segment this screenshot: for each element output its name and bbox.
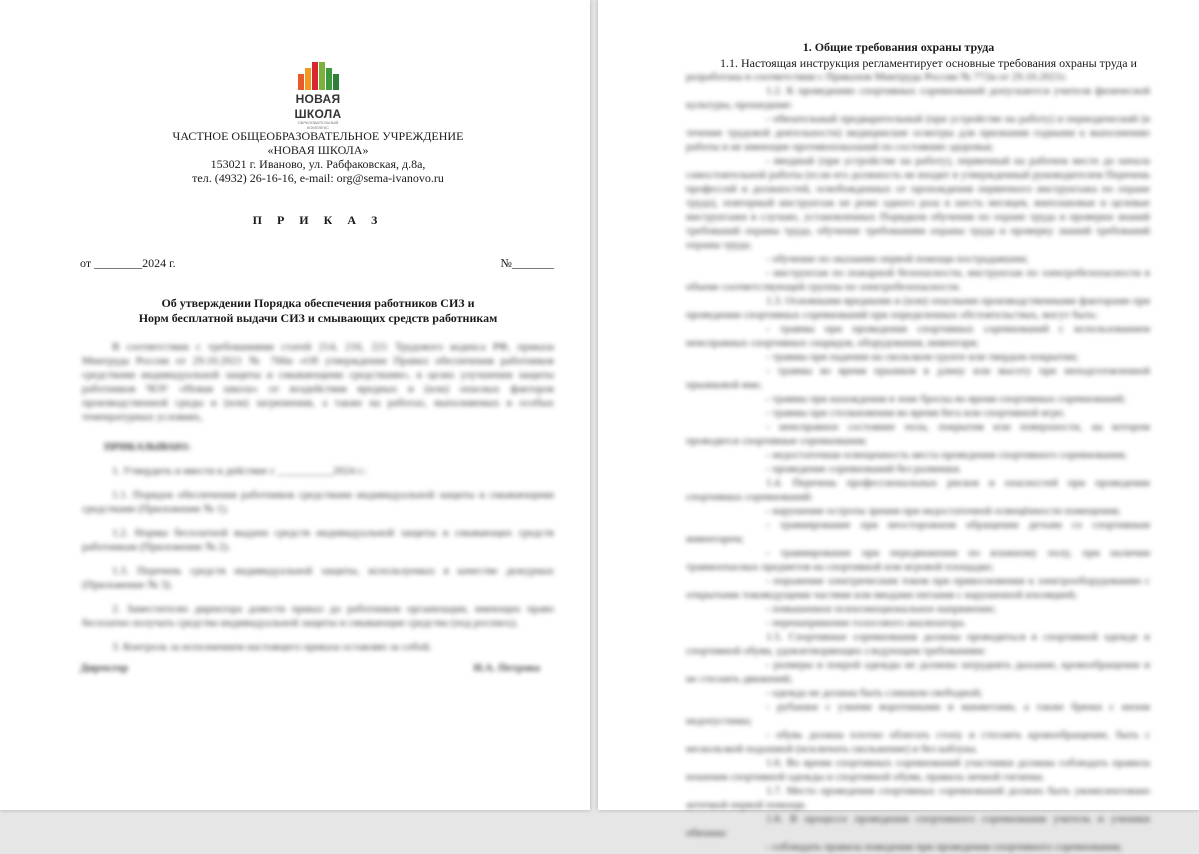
instruction-paragraph: - травмы при падении на скользком грунте или твердом покрытии; bbox=[766, 351, 1079, 363]
section-title: 1. Общие требования охраны труда bbox=[802, 40, 995, 54]
order-item-3: 3. Контроль за исполнением настоящего приказа оставляю за собой. bbox=[112, 641, 432, 653]
instruction-paragraph: - повышенное психоэмоциональное напряжение; bbox=[766, 603, 997, 615]
instruction-paragraph: 1.3. Основными вредными и (или) опасными производственными факторами при проведении спортивных соревнований при определенных обстоятельствах, могут быть: bbox=[686, 295, 1150, 321]
document-page-left bbox=[0, 0, 590, 810]
instruction-paragraph: 1.6. Во время спортивных соревнований участники должны соблюдать правила ношения спортивной одежды и спортивной обуви, правила личной гигиены. bbox=[686, 757, 1150, 783]
instruction-paragraph: - проведение соревнований без разминки. bbox=[766, 463, 962, 475]
instruction-paragraph: - обучение по оказанию первой помощи пострадавшим; bbox=[766, 253, 1029, 265]
order-date: от ________2024 г. bbox=[80, 256, 176, 270]
section-first-line bbox=[686, 56, 1150, 70]
order-item-1-1: 1.1. Порядок обеспечения работников средствами индивидуальной защиты и смывающими средствами (Приложение № 1). bbox=[82, 489, 554, 515]
instruction-paragraph: - вводный (при устройстве на работу), первичный на рабочем месте до начала самостоятельной работы (если его должность не входит в утвержденный руководителем Перечень профессий и должностей, освобожденных от прохождения первичного инструктажа по охране труда), повторный инструктаж не реже одного раза в шесть месяцев, внеплановые и целевые инструктажи в случаях, установленных Порядком обучения по охране труда и проверки знаний требований охраны труда, обучение требованиям охраны труда и проверку знаний требований охраны труда; bbox=[686, 155, 1150, 251]
order-number: №_______ bbox=[500, 256, 554, 270]
org-contacts: тел. (4932) 26-16-16, e-mail: org@sema-ivanovo.ru bbox=[192, 171, 444, 185]
instruction-paragraph: - рубашки с узкими воротниками и манжетами, а также брюки с низом недопустимы; bbox=[686, 701, 1150, 727]
instruction-paragraph: 1.8. В процессе проведения спортивного соревнования учитель и ученики обязаны: bbox=[686, 813, 1150, 839]
first-line-text: 1.1. Настоящая инструкция регламентирует основные требования охраны труда и bbox=[720, 56, 1137, 70]
instruction-paragraph: - обязательный предварительный (при устройстве на работу) и периодический (в течение трудовой деятельности) медицинские осмотры для признания годными к выполнению работы и не имеющие противопоказаний по состоянию здоровья; bbox=[686, 113, 1150, 153]
instruction-paragraph: 1.5. Спортивные соревнования должны проводиться в спортивной одежде и спортивной обуви, удовлетворяющих следующим требованиям: bbox=[686, 631, 1150, 657]
subject-line-2: Норм бесплатной выдачи СИЗ и смывающих средств работникам bbox=[138, 311, 498, 325]
instruction-paragraph: - размеры и покрой одежды не должны затруднять дыхание, кровообращение и не стеснять движений; bbox=[686, 659, 1150, 685]
order-subject bbox=[60, 296, 576, 326]
document-page-right bbox=[598, 0, 1199, 853]
order-item-1: 1. Утвердить и ввести в действие с __________2024 г.: bbox=[112, 465, 367, 477]
order-item-1-3: 1.3. Перечень средств индивидуальной защиты, используемых в качестве дежурных (Приложение № 3). bbox=[82, 565, 554, 591]
subject-line-1: Об утверждении Порядка обеспечения работников СИЗ и bbox=[161, 296, 475, 310]
signature-name: И.А. Петрова bbox=[473, 662, 540, 674]
logo-line-1: НОВАЯ bbox=[295, 92, 341, 106]
logo-line-2: ШКОЛА bbox=[294, 107, 342, 121]
org-type: ЧАСТНОЕ ОБЩЕОБРАЗОВАТЕЛЬНОЕ УЧРЕЖДЕНИЕ bbox=[172, 129, 464, 143]
instruction-paragraph: - недостаточная освещенность места проведения спортивного соревнования; bbox=[766, 449, 1127, 461]
instruction-paragraph: - травмирование при неосторожном обращении детьми со спортивным инвентарем; bbox=[686, 519, 1150, 545]
instruction-paragraph: 1.4. Перечень профессиональных рисков и опасностей при проведении спортивных соревнований: bbox=[686, 477, 1150, 503]
instruction-paragraph: - нарушение остроты зрения при недостаточной освещённости помещения; bbox=[766, 505, 1121, 517]
instruction-paragraph: - травмы во время прыжков в длину или высоту при неподготовленной прыжковой яме; bbox=[686, 365, 1150, 391]
order-dateline bbox=[80, 256, 554, 271]
logo-subtitle: ОБРАЗОВАТЕЛЬНЫЙ КОМПЛЕКС bbox=[297, 120, 339, 130]
instruction-paragraph: - травмы при проведении спортивных соревнований с использованием неисправных спортивных снарядов, оборудования, инвентаря; bbox=[686, 323, 1150, 349]
instruction-paragraph: 1.7. Место проведения спортивных соревнований должно быть укомплектовано аптечкой первой помощи. bbox=[686, 785, 1150, 811]
preamble-paragraph: В соответствии с требованиями статей 214, 216, 221 Трудового кодекса РФ, приказа Минтруда России от 29.10.2021 № 766н «Об утверждении Правил обеспечения работников средствами индивидуальной защиты и смывающими средствами», в целях улучшения защиты работников ЧОУ «Новая школа» от воздействия вредных и (или) опасных факторов производственной среды и (или) загрязнения, а также на работах, выполняемых в особых температурных условиях, bbox=[82, 341, 554, 423]
instruction-paragraph: - травмы при столкновении во время бега или спортивной игре; bbox=[766, 407, 1065, 419]
order-item-2: 2. Заместителю директора довести приказ до работников организации, имеющих право бесплатно получать средства индивидуальной защиты и смывающие средства (под роспись). bbox=[82, 603, 554, 629]
order-body-blurred bbox=[82, 340, 554, 664]
signature-block bbox=[80, 662, 540, 674]
order-title: П Р И К А З bbox=[252, 213, 384, 227]
logo-book-icon bbox=[296, 60, 340, 90]
instruction-paragraph: 1.2. К проведению спортивных соревнований допускаются учителя физической культуры, прошедшие: bbox=[686, 85, 1150, 111]
order-heading: ПРИКАЗЫВАЮ: bbox=[104, 441, 191, 453]
instruction-paragraph: - поражение электрическим током при прикосновении к электрооборудованию с открытыми токоведущими частями или вводами питания с нарушенной изоляцией; bbox=[686, 575, 1150, 601]
instruction-body-blurred bbox=[686, 70, 1150, 854]
instruction-paragraph: - обувь должна плотно облегать стопу и стеснять кровообращение, быть с нескользкой подошвой (исключать скольжение) и без каблука. bbox=[686, 729, 1150, 755]
instruction-paragraph: - соблюдать правила поведения при проведении спортивного соревнования; bbox=[766, 841, 1123, 853]
instruction-paragraph: разработана в соответствии с Приказом Минтруда России № 772н от 29.10.2021г. bbox=[686, 71, 1068, 83]
instruction-paragraph: - одежда не должна быть слишком свободной; bbox=[766, 687, 983, 699]
instruction-paragraph: - инструктаж по пожарной безопасности, инструктаж по электробезопасности в объеме соответствующей группы по электробезопасности. bbox=[686, 267, 1150, 293]
instruction-paragraph: - неисправное состояние пола, покрытия или поверхности, на котором проводятся спортивные соревнования; bbox=[686, 421, 1150, 447]
org-address: 153021 г. Иваново, ул. Рабфаковская, д.8а, bbox=[210, 157, 426, 171]
instruction-paragraph: - травмирование при передвижении по влажному полу, при наличии травмоопасных предметов на спортивной или игровой площадке; bbox=[686, 547, 1150, 573]
order-item-1-2: 1.2. Нормы бесплатной выдачи средств индивидуальной защиты и смывающих средств работникам (Приложение № 2). bbox=[82, 527, 554, 553]
org-name: «НОВАЯ ШКОЛА» bbox=[267, 143, 369, 157]
signature-role: Директор bbox=[80, 662, 129, 674]
school-logo bbox=[288, 60, 348, 130]
instruction-paragraph: - травмы при нахождении в зоне броска во время спортивных соревнований; bbox=[766, 393, 1126, 405]
instruction-paragraph: - перенапряжение голосового анализатора. bbox=[766, 617, 967, 629]
